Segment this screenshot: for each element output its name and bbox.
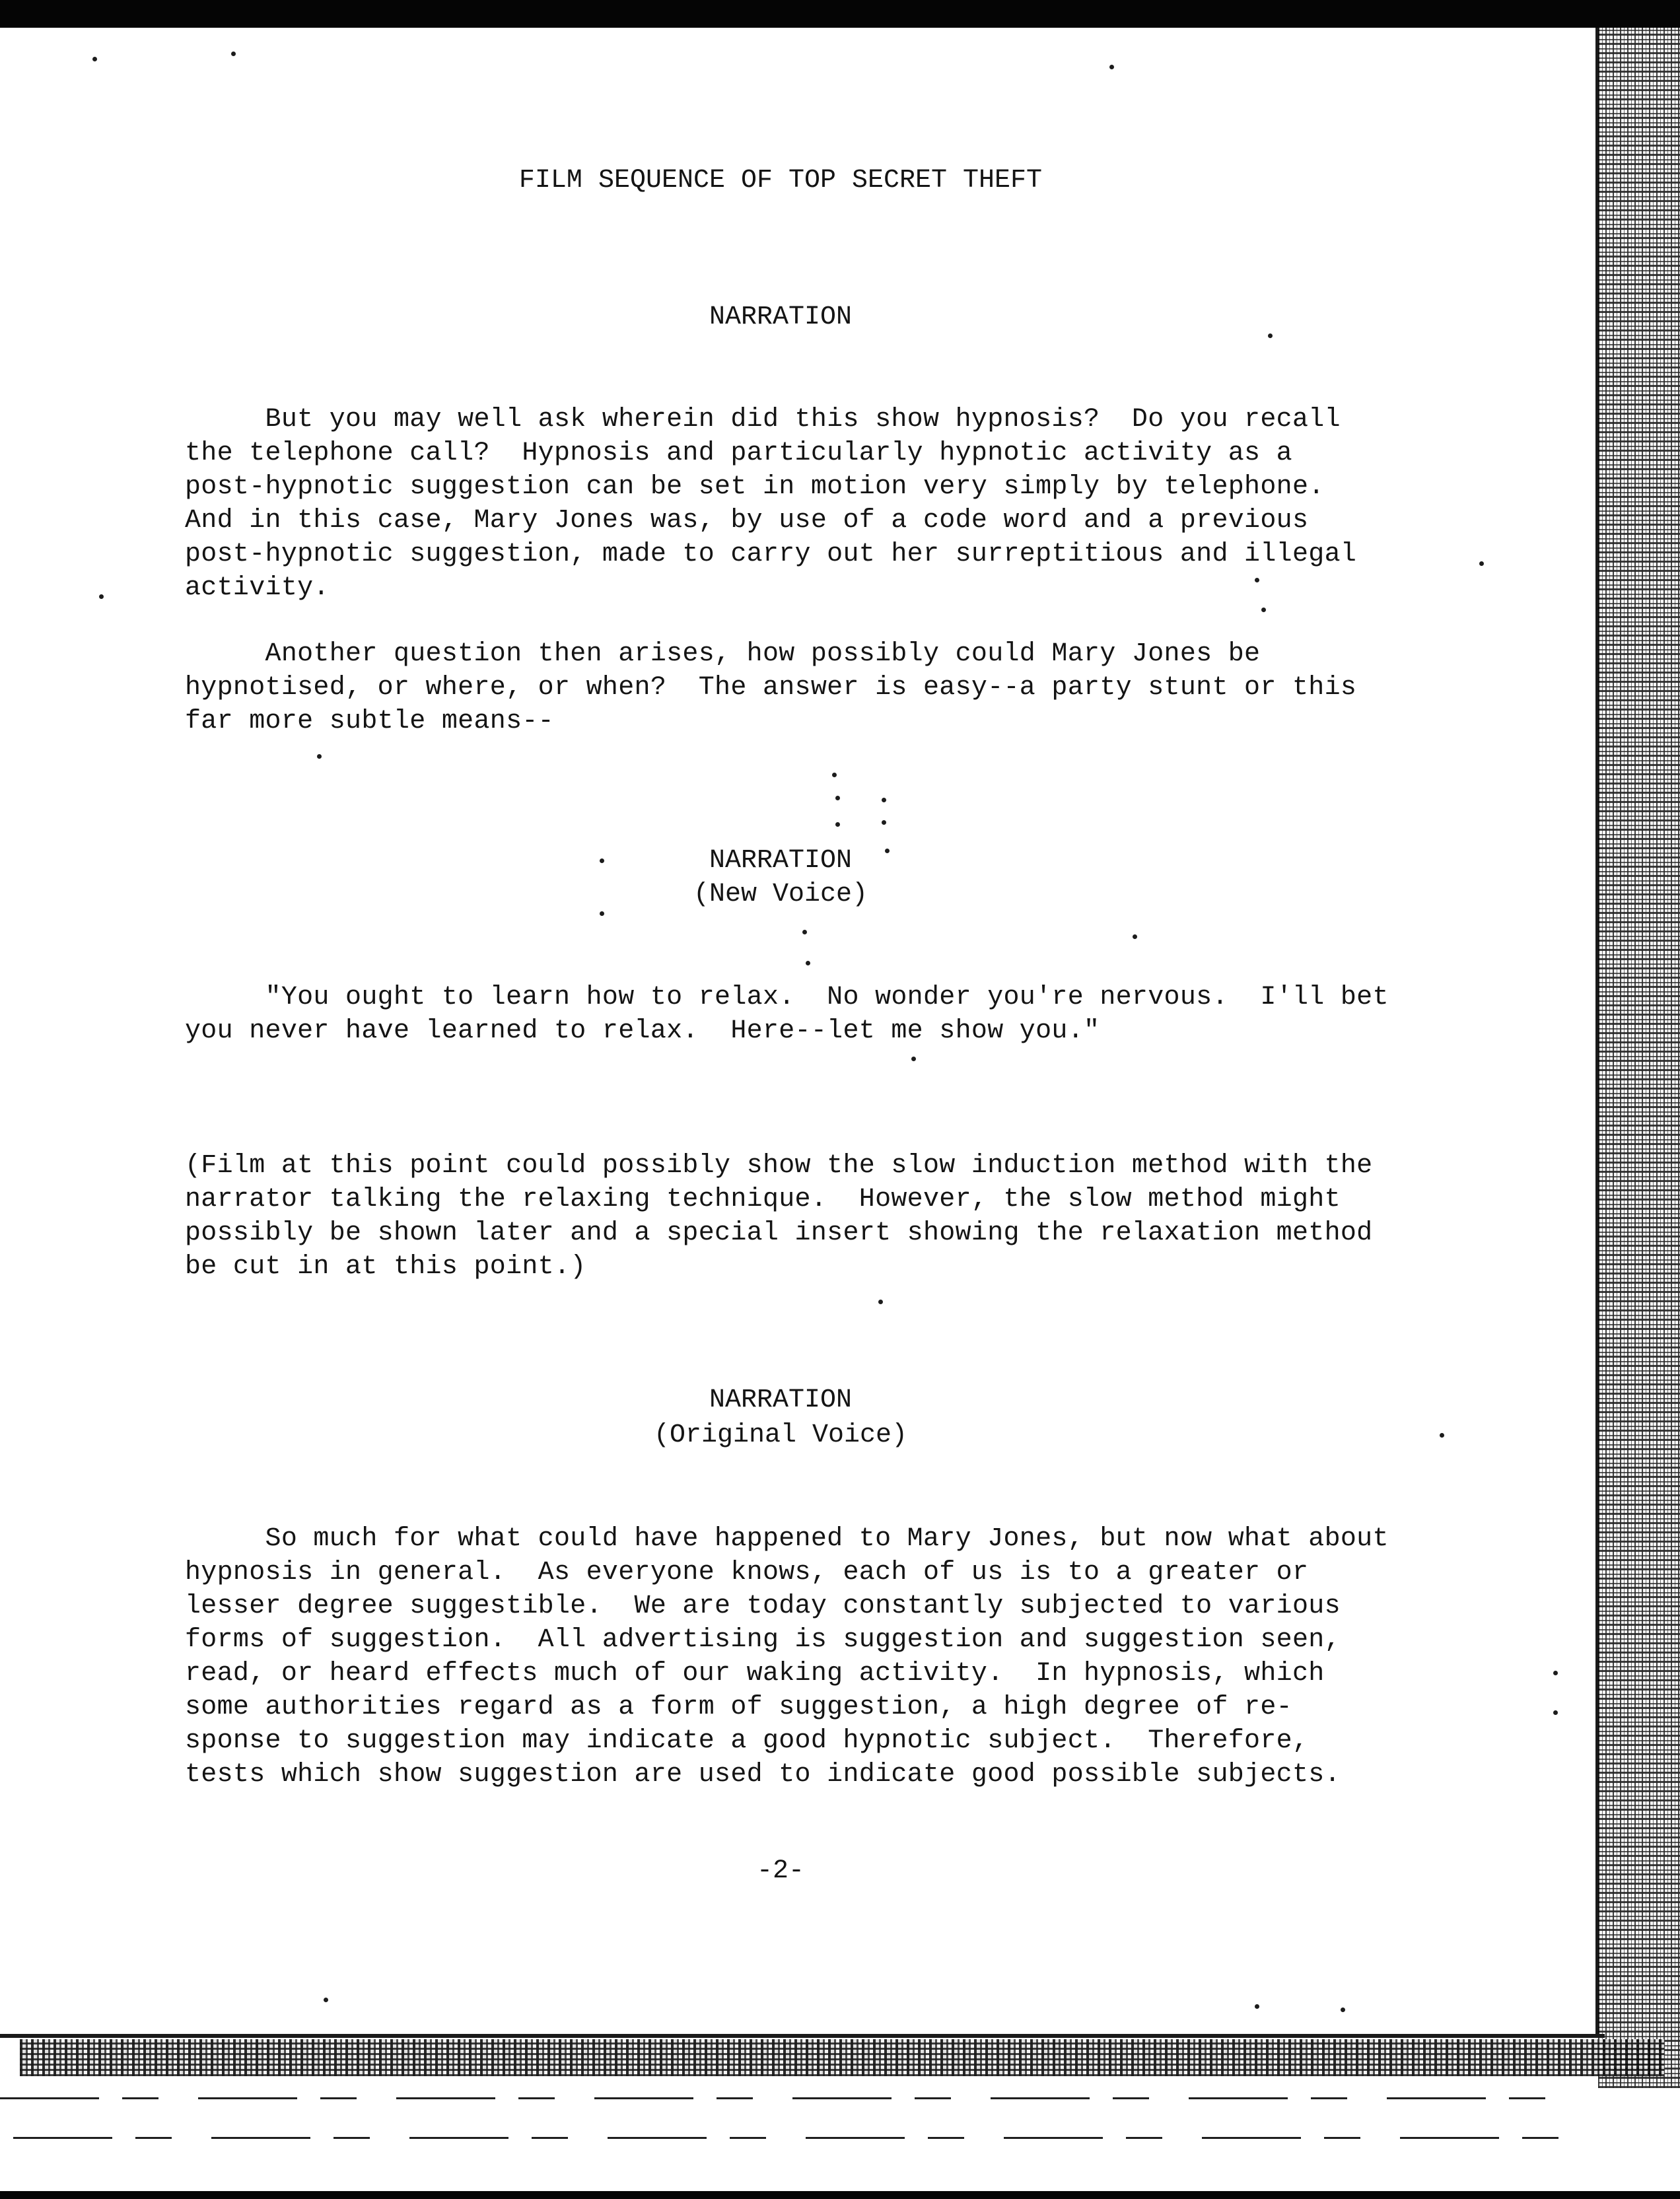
section-1-heading: NARRATION — [709, 302, 853, 332]
page-number: -2- — [756, 1856, 804, 1886]
scan-dash-row-1 — [0, 2097, 1585, 2099]
section-1-paragraph-2: Another question then arises, how possibly could Mary Jones be hypnotised, or where, or when? The answer is easy--a party stunt or this far more subtle means-- — [185, 639, 1357, 736]
section-3-heading: NARRATION — [709, 1385, 853, 1415]
scan-right-edge-noise — [1598, 28, 1680, 2088]
section-3-subheading: (Original Voice) — [653, 1420, 908, 1450]
document-title: FILM SEQUENCE OF TOP SECRET THEFT — [518, 166, 1043, 195]
section-2-subheading: (New Voice) — [693, 880, 868, 909]
section-2-film-note: (Film at this point could possibly show the slow induction method with the narrator talking the relaxing technique. However, the slow method might possibly be shown later and a special insert showing the relaxation method be cut in at this point.) — [185, 1151, 1373, 1282]
section-3-paragraph-1: So much for what could have happened to Mary Jones, but now what about hypnosis in general. As everyone knows, each of us is to a greater or lesser degree suggestible. We are today constantly subjected to various forms of suggestion. All advertising is suggestion and suggestion seen, read, or heard effects much of our waking activity. In hypnosis, which some authorities regard as a form of suggestion, a high degree of re- sponse to suggestion may indicate a good hypnotic subject. Therefore, tests which show suggestion are used to indicate good possible subjects. — [185, 1524, 1389, 1790]
section-2-heading: NARRATION — [709, 846, 853, 876]
scan-dash-row-2 — [13, 2137, 1598, 2139]
scan-bottom-line — [0, 2034, 1605, 2038]
section-1-paragraph-1: But you may well ask wherein did this show hypnosis? Do you recall the telephone call? Hypnosis and particularly hypnotic activity as a post-hypnotic suggestion can be set in motion very simply by telephone. And in this case, Mary Jones was, by use of a code word and a previous post-hypnotic suggestion, made to carry out her surreptitious and illegal activity. — [185, 405, 1357, 603]
section-2-quote: "You ought to learn how to relax. No wonder you're nervous. I'll bet you never have learned to relax. Here--let me show you." — [185, 983, 1389, 1046]
scan-top-border — [0, 0, 1680, 28]
scan-bottom-border — [0, 2191, 1680, 2199]
scan-bottom-noise — [20, 2039, 1664, 2076]
